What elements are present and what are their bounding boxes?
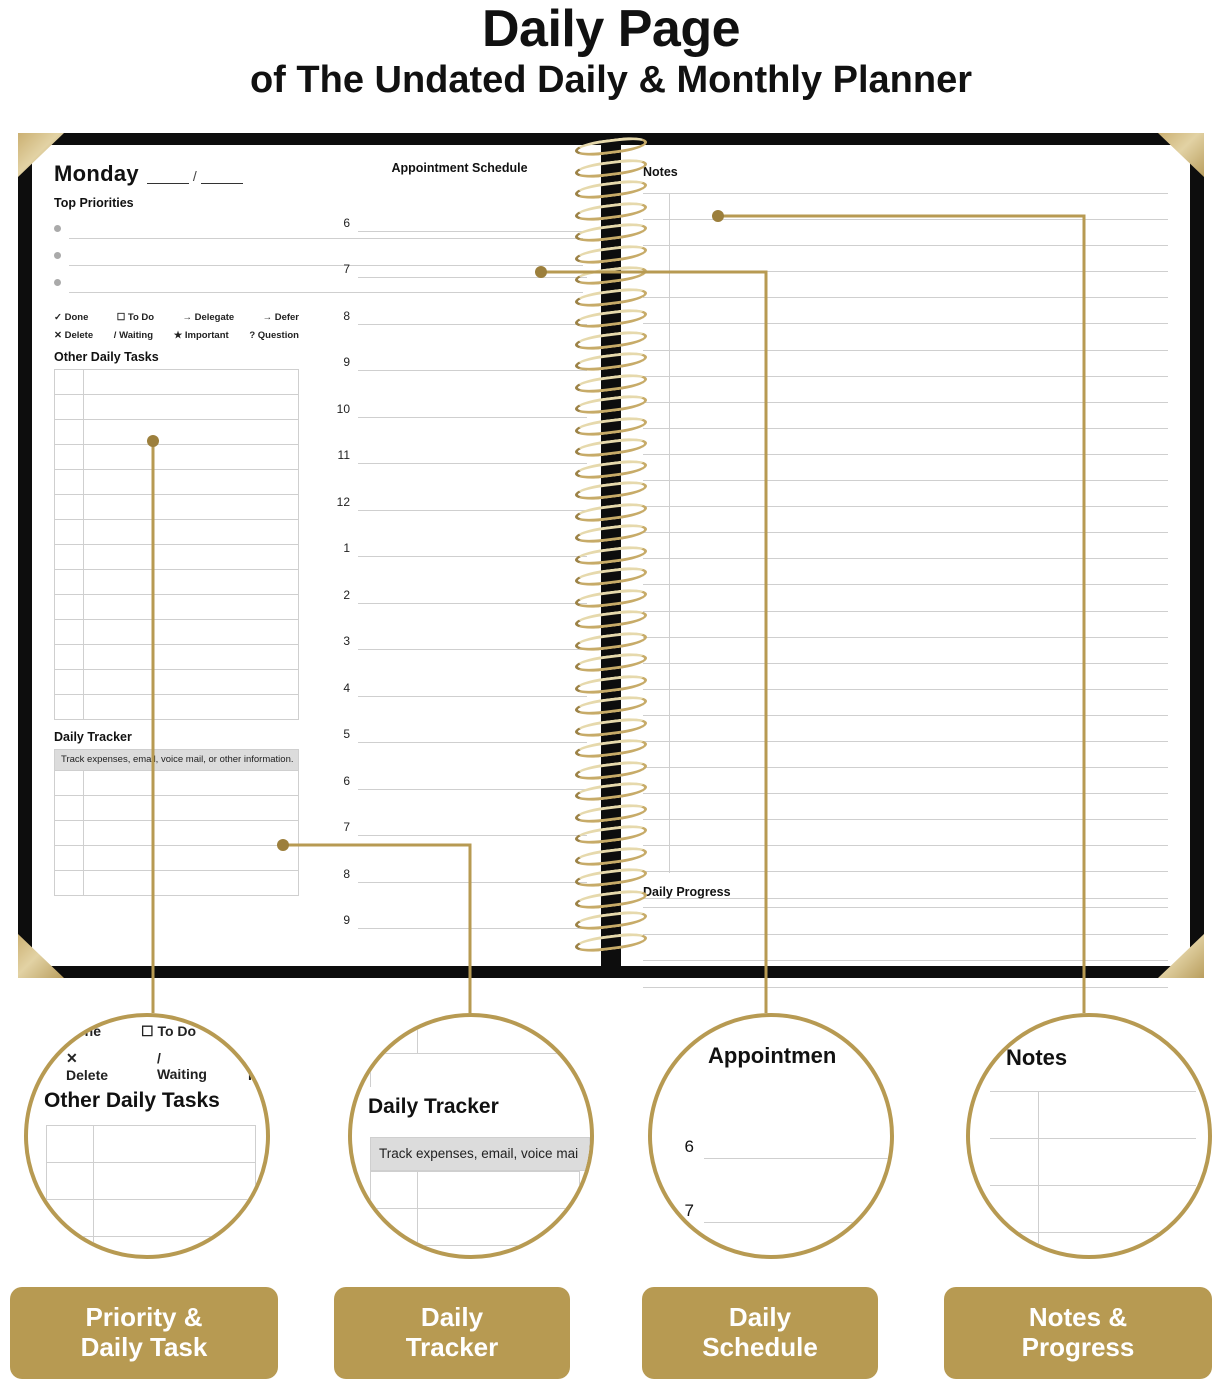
table-row[interactable] bbox=[55, 370, 298, 395]
legend-question: ? Question bbox=[249, 330, 299, 341]
tag-priority-daily-task[interactable] bbox=[10, 1287, 278, 1379]
notes-line[interactable] bbox=[643, 664, 1168, 690]
zoom-heading-appointment: Appointmen bbox=[708, 1043, 837, 1068]
table-row bbox=[47, 1200, 255, 1237]
zoom-appt-row bbox=[670, 1223, 890, 1259]
other-daily-tasks-grid[interactable] bbox=[54, 369, 299, 720]
table-row[interactable] bbox=[55, 771, 298, 796]
bullet-icon bbox=[54, 279, 61, 286]
daily-progress-grid[interactable] bbox=[643, 907, 1168, 956]
spiral-coil bbox=[575, 758, 647, 782]
legend-waiting: / Waiting bbox=[113, 330, 154, 341]
appointment-line[interactable] bbox=[358, 882, 587, 930]
spiral-coil bbox=[575, 242, 647, 266]
spiral-coil bbox=[575, 715, 647, 739]
notes-line[interactable] bbox=[643, 507, 1168, 533]
tag-notes-progress[interactable] bbox=[944, 1287, 1212, 1379]
zoom-heading-daily-tracker: Daily Tracker bbox=[368, 1095, 499, 1118]
spiral-coil bbox=[575, 350, 647, 374]
zoom-tasks-grid bbox=[46, 1125, 256, 1255]
zoom-hour-line bbox=[704, 1222, 890, 1259]
zoom-hour-line bbox=[704, 1094, 890, 1159]
spiral-coil bbox=[575, 629, 647, 653]
notes-line[interactable] bbox=[643, 585, 1168, 611]
spiral-coil bbox=[575, 565, 647, 589]
notes-line[interactable] bbox=[643, 220, 1168, 246]
spiral-coil bbox=[575, 199, 647, 223]
table-row bbox=[990, 1139, 1196, 1186]
table-row[interactable] bbox=[55, 871, 298, 896]
legend-todo: ☐ To Do bbox=[141, 1023, 197, 1039]
table-row bbox=[990, 1186, 1196, 1233]
appointment-line[interactable] bbox=[358, 696, 587, 744]
zoom-daily-tracker-hint: Track expenses, email, voice mai bbox=[370, 1137, 590, 1171]
notes-line[interactable] bbox=[643, 716, 1168, 742]
legend-delete: ✕ Delete bbox=[54, 330, 94, 341]
appointment-line[interactable] bbox=[358, 603, 587, 651]
callout-notes-progress bbox=[966, 1013, 1212, 1259]
zoom-tracker-grid bbox=[370, 1171, 580, 1255]
appointment-hour-label: 10 bbox=[336, 401, 350, 416]
table-row[interactable] bbox=[55, 420, 298, 445]
appointment-row[interactable] bbox=[332, 836, 587, 883]
legend-important: ★ I bbox=[248, 1050, 261, 1083]
legend-row-2 bbox=[54, 330, 299, 341]
appointment-line[interactable] bbox=[358, 370, 587, 418]
spiral-coil bbox=[575, 500, 647, 524]
appointment-row[interactable] bbox=[332, 650, 587, 697]
date-field[interactable] bbox=[147, 168, 243, 187]
tag-line-2: Daily Task bbox=[80, 1332, 208, 1362]
appointment-hour-label: 11 bbox=[337, 448, 350, 462]
tag-line-2: Schedule bbox=[702, 1332, 818, 1362]
appointment-row[interactable] bbox=[332, 325, 587, 372]
appointment-row[interactable] bbox=[332, 464, 587, 511]
notes-line[interactable] bbox=[643, 351, 1168, 377]
spiral-coil bbox=[575, 221, 647, 245]
appointment-hour-label: 6 bbox=[343, 773, 350, 788]
callout-daily-schedule bbox=[648, 1013, 894, 1259]
progress-line[interactable] bbox=[643, 961, 1168, 988]
table-row[interactable] bbox=[55, 395, 298, 420]
zoom-heading-other-daily-tasks: Other Daily Tasks bbox=[44, 1089, 220, 1112]
legend-defer: → Defer bbox=[262, 312, 299, 323]
appointment-row[interactable] bbox=[332, 185, 587, 232]
appointment-line[interactable] bbox=[358, 510, 587, 558]
appointment-hour-label: 8 bbox=[343, 308, 350, 323]
appointment-schedule-title: Appointment Schedule bbox=[391, 161, 528, 175]
table-row bbox=[47, 1237, 255, 1259]
appointment-line[interactable] bbox=[358, 463, 587, 511]
legend-done: Done bbox=[66, 1023, 101, 1039]
spiral-coil bbox=[575, 930, 647, 954]
table-row[interactable] bbox=[55, 445, 298, 470]
spiral-coil bbox=[575, 909, 647, 933]
tag-line-1: Daily bbox=[420, 1302, 484, 1333]
zoom-hour-line bbox=[704, 1158, 890, 1223]
tag-line-2: Tracker bbox=[405, 1332, 499, 1362]
spiral-coil bbox=[575, 866, 647, 890]
appointment-row[interactable] bbox=[332, 557, 587, 604]
appointment-line[interactable] bbox=[358, 417, 587, 465]
spiral-coil bbox=[575, 651, 647, 675]
table-row[interactable] bbox=[55, 670, 298, 695]
task-symbol-legend bbox=[54, 312, 299, 341]
spiral-coil bbox=[575, 414, 647, 438]
notes-line[interactable] bbox=[643, 690, 1168, 716]
appointment-hour-label: 9 bbox=[343, 355, 350, 369]
notes-line[interactable] bbox=[643, 820, 1168, 846]
tag-daily-tracker[interactable] bbox=[334, 1287, 570, 1379]
notes-line[interactable] bbox=[643, 298, 1168, 324]
page-header bbox=[0, 0, 1222, 102]
appointment-hour-label: 5 bbox=[343, 727, 350, 741]
notes-line[interactable] bbox=[643, 533, 1168, 559]
notes-line[interactable] bbox=[643, 481, 1168, 507]
spiral-binding bbox=[569, 139, 653, 972]
spiral-coil bbox=[575, 608, 647, 632]
tag-line-1: Notes & bbox=[1028, 1302, 1128, 1333]
planner-left-page bbox=[32, 145, 601, 966]
legend-important: ★ Important bbox=[173, 330, 229, 341]
zoom-notes-grid bbox=[990, 1091, 1196, 1255]
page-title: Daily Page bbox=[481, 0, 741, 58]
appointment-row[interactable] bbox=[332, 418, 587, 465]
spiral-coil bbox=[575, 801, 647, 825]
spiral-coil bbox=[575, 522, 647, 546]
table-row[interactable] bbox=[55, 821, 298, 846]
appointment-row[interactable] bbox=[332, 232, 587, 279]
tag-line-1: Daily bbox=[728, 1302, 792, 1333]
spiral-coil bbox=[575, 393, 647, 417]
spiral-coil bbox=[575, 264, 647, 288]
appointment-hour-label: 12 bbox=[336, 494, 350, 509]
appointment-hour-label: 1 bbox=[343, 541, 350, 555]
bullet-icon bbox=[54, 225, 61, 232]
appointment-row[interactable] bbox=[332, 604, 587, 651]
table-row[interactable] bbox=[55, 595, 298, 620]
daily-tracker-hint: Track expenses, email, voice mail, or other information. bbox=[54, 749, 299, 770]
callout-daily-tracker bbox=[348, 1013, 594, 1259]
appointment-row[interactable] bbox=[332, 697, 587, 744]
spiral-coil bbox=[575, 307, 647, 331]
notes-line[interactable] bbox=[643, 559, 1168, 585]
table-row bbox=[371, 1209, 579, 1246]
spiral-coil bbox=[575, 285, 647, 309]
day-label: Monday bbox=[54, 161, 139, 186]
table-row[interactable] bbox=[55, 846, 298, 871]
legend-delegate: → Delegate bbox=[182, 312, 235, 323]
appointment-line[interactable] bbox=[358, 789, 587, 837]
appointment-line[interactable] bbox=[358, 556, 587, 604]
date-separator: / bbox=[192, 168, 197, 184]
bullet-icon bbox=[54, 252, 61, 259]
zoom-appt-row bbox=[670, 1159, 890, 1223]
notes-line[interactable] bbox=[643, 742, 1168, 768]
tag-line-1: Priority & bbox=[85, 1302, 203, 1333]
zoom-heading-notes: Notes bbox=[1006, 1045, 1068, 1070]
notes-line[interactable] bbox=[643, 455, 1168, 481]
table-row bbox=[990, 1233, 1196, 1259]
legend-todo: ☐ To Do bbox=[116, 312, 155, 323]
progress-line[interactable] bbox=[643, 908, 1168, 935]
daily-tracker-grid[interactable] bbox=[54, 770, 299, 896]
other-daily-tasks-title: Other Daily Tasks bbox=[54, 350, 159, 364]
spiral-coil bbox=[575, 780, 647, 804]
planner-spread bbox=[18, 133, 1204, 978]
spiral-coil bbox=[575, 178, 647, 202]
spiral-coil bbox=[575, 457, 647, 481]
notes-line[interactable] bbox=[643, 194, 1168, 220]
spiral-coil bbox=[575, 844, 647, 868]
appointment-row[interactable] bbox=[332, 371, 587, 418]
appointment-row[interactable] bbox=[332, 511, 587, 558]
notes-line[interactable] bbox=[643, 403, 1168, 429]
appointment-row[interactable] bbox=[332, 278, 587, 325]
table-row[interactable] bbox=[55, 520, 298, 545]
planner-right-page bbox=[621, 145, 1190, 966]
appointment-line[interactable] bbox=[358, 742, 587, 790]
table-row[interactable] bbox=[55, 645, 298, 670]
zoom-appt-row bbox=[670, 1095, 890, 1159]
table-row bbox=[47, 1163, 255, 1200]
appointment-hour-label: 2 bbox=[343, 587, 350, 602]
zoom-upper-grid bbox=[370, 1017, 580, 1087]
appointment-line[interactable] bbox=[358, 231, 587, 279]
notes-line[interactable] bbox=[643, 768, 1168, 794]
spiral-coil bbox=[575, 737, 647, 761]
spiral-coil bbox=[575, 371, 647, 395]
zoom-hour-label: 6 bbox=[684, 1137, 694, 1156]
appointment-line[interactable] bbox=[358, 184, 587, 232]
spiral-coil bbox=[575, 328, 647, 352]
spiral-coil bbox=[575, 135, 647, 159]
appointment-hour-label: 9 bbox=[343, 913, 350, 927]
legend-waiting: / Waiting bbox=[156, 1050, 207, 1082]
appointment-line[interactable] bbox=[358, 277, 587, 325]
spiral-coil bbox=[575, 672, 647, 696]
table-row bbox=[371, 1017, 579, 1054]
spiral-coil bbox=[575, 156, 647, 180]
table-row[interactable] bbox=[55, 470, 298, 495]
zoom-hour-label: 7 bbox=[684, 1201, 694, 1220]
appointment-hour-label: 7 bbox=[343, 262, 350, 276]
table-row[interactable] bbox=[55, 620, 298, 645]
table-row[interactable] bbox=[55, 570, 298, 595]
table-row bbox=[990, 1092, 1196, 1139]
notes-line[interactable] bbox=[643, 429, 1168, 455]
notes-line[interactable] bbox=[643, 324, 1168, 350]
table-row bbox=[371, 1246, 579, 1259]
table-row[interactable] bbox=[55, 545, 298, 570]
appointment-row[interactable] bbox=[332, 790, 587, 837]
notes-line[interactable] bbox=[643, 846, 1168, 872]
notes-title: Notes bbox=[643, 165, 678, 179]
appointment-row[interactable] bbox=[332, 743, 587, 790]
table-row[interactable] bbox=[55, 796, 298, 821]
appointment-line[interactable] bbox=[358, 324, 587, 372]
appointment-hour-label: 3 bbox=[343, 634, 350, 648]
table-row[interactable] bbox=[55, 695, 298, 720]
top-priorities-title: Top Priorities bbox=[54, 196, 134, 210]
appointment-schedule bbox=[332, 161, 587, 956]
appointment-hour-label: 4 bbox=[343, 680, 350, 695]
appointment-line[interactable] bbox=[358, 649, 587, 697]
appointment-hour-label: 7 bbox=[343, 820, 350, 834]
legend-row-1 bbox=[54, 312, 299, 323]
date-blank-month bbox=[147, 171, 189, 184]
spiral-coil bbox=[575, 543, 647, 567]
date-blank-day bbox=[201, 171, 243, 184]
spiral-coil bbox=[575, 479, 647, 503]
legend-done: ✓ Done bbox=[54, 312, 89, 323]
appointment-rows bbox=[332, 185, 587, 929]
table-row bbox=[47, 1126, 255, 1163]
tag-daily-schedule[interactable] bbox=[642, 1287, 878, 1379]
callout-priority-daily-task bbox=[24, 1013, 270, 1259]
appointment-row[interactable] bbox=[332, 883, 587, 930]
table-row[interactable] bbox=[55, 495, 298, 520]
notes-grid[interactable] bbox=[643, 193, 1168, 873]
legend-delete: ✕ Delete bbox=[66, 1050, 109, 1083]
zoom-legend bbox=[66, 1023, 266, 1093]
spiral-coil bbox=[575, 823, 647, 847]
notes-line[interactable] bbox=[643, 246, 1168, 272]
daily-tracker-title: Daily Tracker bbox=[54, 730, 132, 744]
daily-progress-title: Daily Progress bbox=[643, 885, 731, 899]
spiral-coil bbox=[575, 887, 647, 911]
appointment-hour-label: 8 bbox=[343, 866, 350, 881]
notes-line[interactable] bbox=[643, 638, 1168, 664]
notes-line[interactable] bbox=[643, 377, 1168, 403]
spiral-coil bbox=[575, 436, 647, 460]
notes-line[interactable] bbox=[643, 272, 1168, 298]
tag-line-2: Progress bbox=[1021, 1332, 1135, 1362]
table-row bbox=[371, 1172, 579, 1209]
appointment-line[interactable] bbox=[358, 835, 587, 883]
spiral-coil bbox=[575, 694, 647, 718]
spiral-coil bbox=[575, 586, 647, 610]
appointment-hour-label: 6 bbox=[343, 215, 350, 230]
page-subtitle: of The Undated Daily & Monthly Planner bbox=[249, 58, 973, 101]
notes-line[interactable] bbox=[643, 612, 1168, 638]
progress-line[interactable] bbox=[643, 935, 1168, 962]
notes-line[interactable] bbox=[643, 794, 1168, 820]
